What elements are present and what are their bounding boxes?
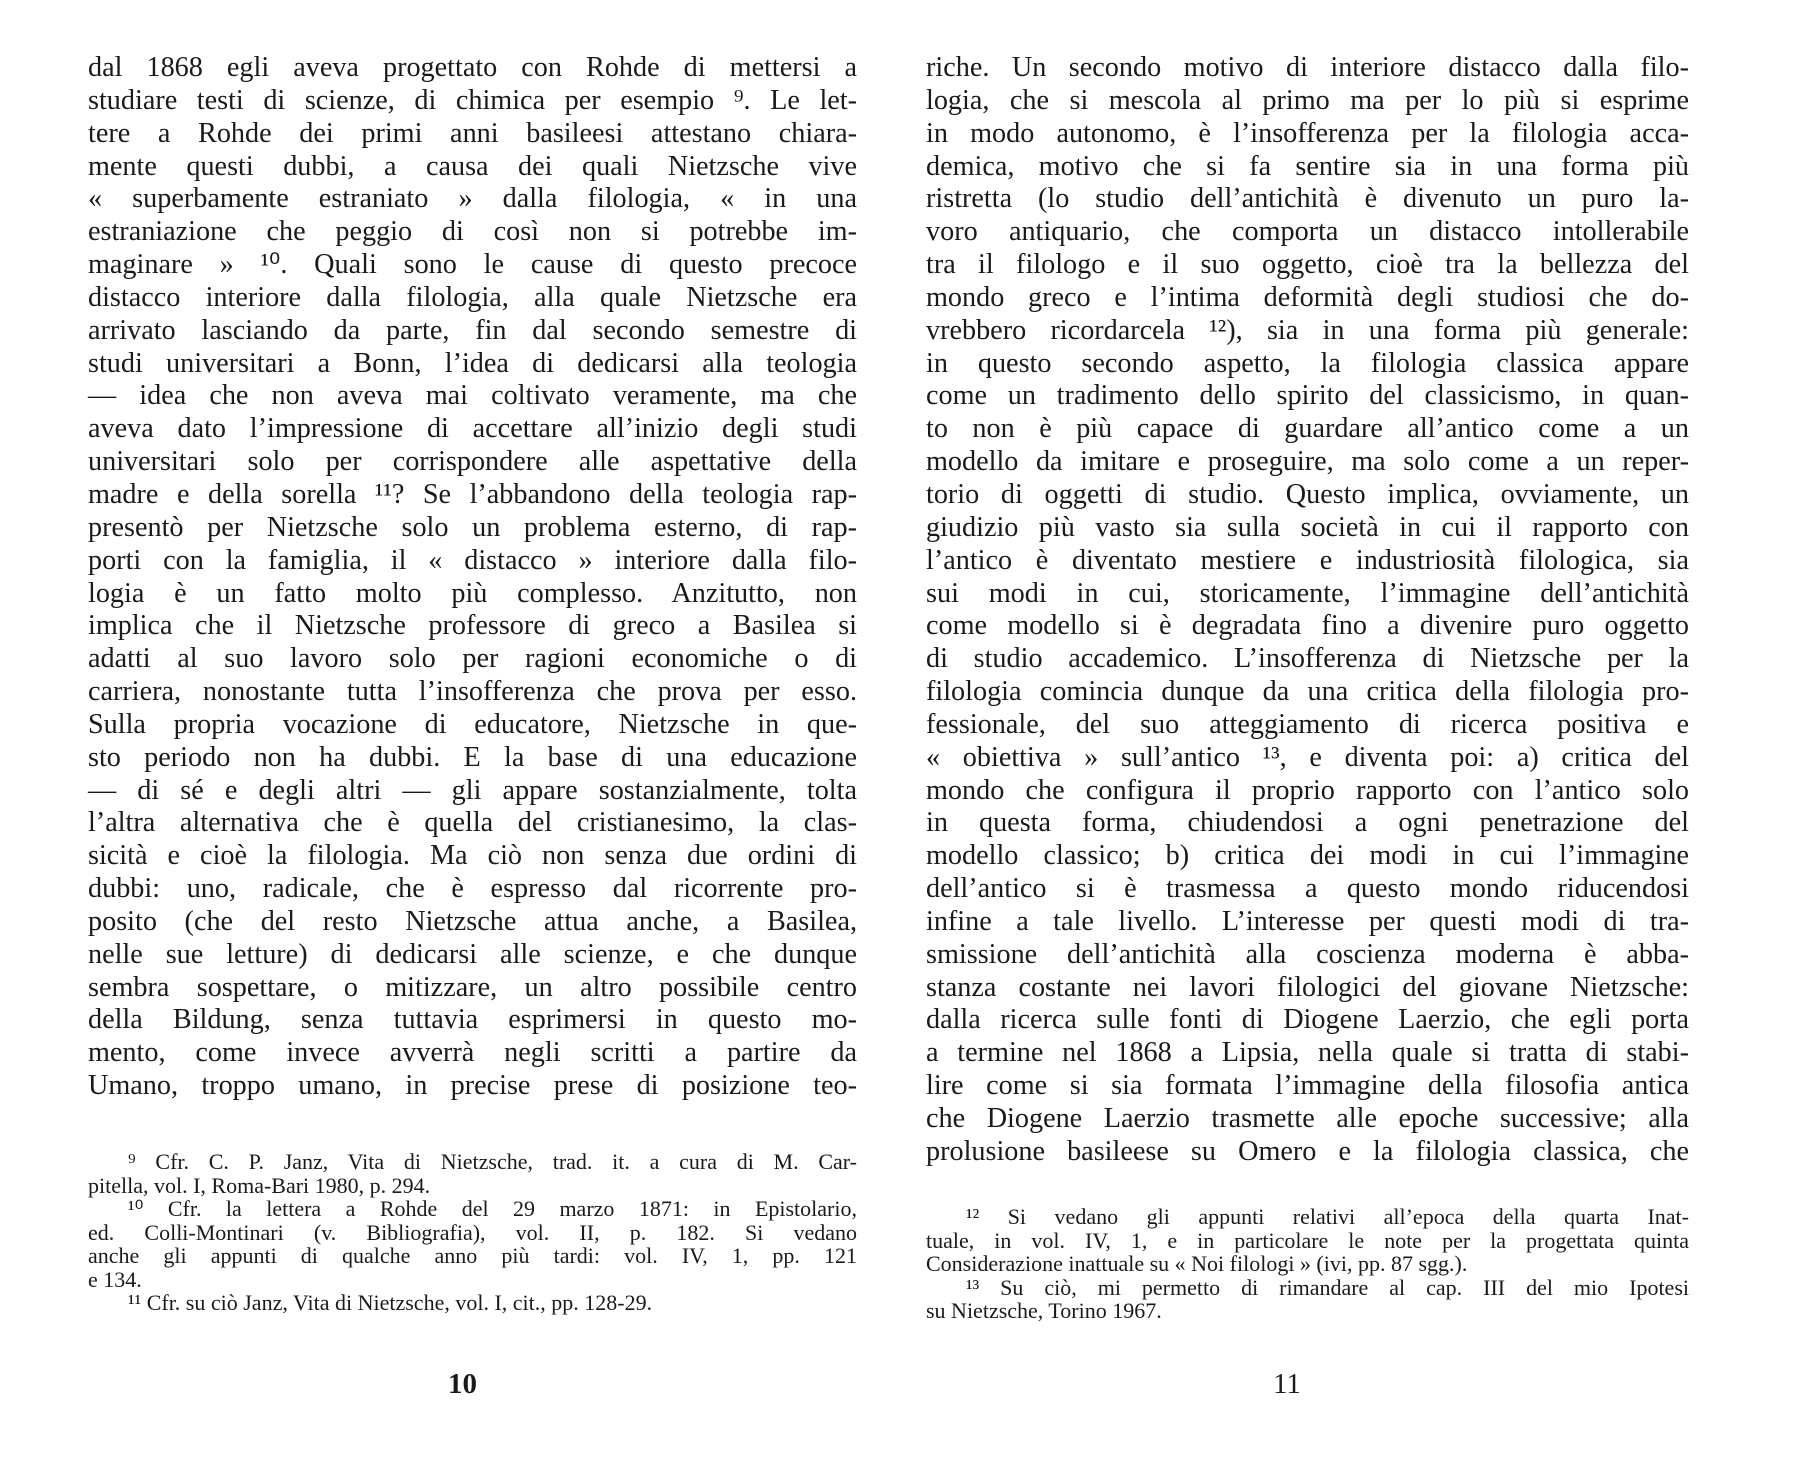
body-line: a termine nel 1868 a Lipsia, nella quale si tratta di stabi- [926, 1037, 1689, 1069]
body-line: adatti al suo lavoro solo per ragioni economiche o di [88, 643, 857, 675]
body-line: stanza costante nei lavori filologici del giovane Nietzsche: [926, 971, 1689, 1003]
body-line: dalla ricerca sulle fonti di Diogene Laerzio, che egli porta [926, 1004, 1689, 1036]
body-line: dell’antico si è trasmessa a questo mondo riducendosi [926, 873, 1689, 905]
body-line: studiare testi di scienze, di chimica per esempio ⁹. Le let- [88, 84, 857, 116]
body-line: come modello si è degradata fino a divenire puro oggetto [926, 610, 1689, 642]
body-line: nelle sue letture) di dedicarsi alle scienze, e che dunque [88, 938, 857, 970]
body-line: modello da imitare e proseguire, ma solo come a un reper- [926, 446, 1689, 478]
body-line: universitari solo per corrispondere alle aspettative della [88, 446, 857, 478]
body-line: dal 1868 egli aveva progettato con Rohde di mettersi a [88, 52, 857, 83]
footnote-line: ⁹ Cfr. C. P. Janz, Vita di Nietzsche, trad. it. a cura di M. Car- [128, 1149, 857, 1174]
body-line: posito (che del resto Nietzsche attua anche, a Basilea, [88, 905, 857, 937]
body-line: voro antiquario, che comporta un distacco intollerabile [926, 216, 1689, 248]
body-line: fessionale, del suo atteggiamento di ricerca positiva e [926, 708, 1689, 740]
footnote-line: su Nietzsche, Torino 1967. [926, 1298, 1162, 1323]
footnote-line: ¹³ Su ciò, mi permetto di rimandare al cap. III del mio Ipotesi [966, 1274, 1689, 1300]
body-line: dubbi: uno, radicale, che è espresso dal ricorrente pro- [88, 873, 857, 905]
body-line: maginare » ¹⁰. Quali sono le cause di questo precoce [88, 249, 857, 281]
body-line: logia è un fatto molto più complesso. Anzitutto, non [88, 577, 857, 609]
footnote-line: ed. Colli-Montinari (v. Bibliografia), vol. II, p. 182. Si vedano [88, 1219, 857, 1245]
body-line: mente questi dubbi, a causa dei quali Nietzsche vive [88, 150, 857, 182]
right-footnotes [926, 1205, 1689, 1323]
body-line: implica che il Nietzsche professore di greco a Basilea si [88, 610, 857, 642]
body-line: to non è più capace di guardare all’antico come a un [926, 413, 1689, 445]
footnote-line: pitella, vol. I, Roma-Bari 1980, p. 294. [88, 1172, 431, 1198]
right-body-text [926, 52, 1689, 1169]
footnote-line: ¹² Si vedano gli appunti relativi all’epoca della quarta Inat- [966, 1204, 1689, 1229]
body-line: che Diogene Laerzio trasmette alle epoche successive; alla [926, 1103, 1689, 1134]
body-line: sicità e cioè la filologia. Ma ciò non senza due ordini di [88, 840, 857, 872]
body-line: della Bildung, senza tuttavia esprimersi in questo mo- [88, 1004, 857, 1036]
body-line: lire come si sia formata l’immagine della filosofia antica [926, 1070, 1689, 1102]
body-line: modello classico; b) critica dei modi in cui l’immagine [926, 840, 1689, 872]
body-line: sui modi in cui, storicamente, l’immagine dell’antichità [926, 577, 1689, 609]
body-line: l’altra alternativa che è quella del cristianesimo, la clas- [88, 807, 857, 839]
body-line: come un tradimento dello spirito del classicismo, in quan- [926, 380, 1689, 412]
footnote-line: Considerazione inattuale su « Noi filologi » (ivi, pp. 87 sgg.). [926, 1251, 1468, 1276]
footnote-line: ¹⁰ Cfr. la lettera a Rohde del 29 marzo 1871: in Epistolario, [128, 1196, 857, 1221]
body-line: sto periodo non ha dubbi. E la base di una educazione [88, 741, 857, 773]
body-line: arrivato lasciando da parte, fin dal secondo semestre di [88, 314, 857, 346]
body-line: presentò per Nietzsche solo un problema esterno, di rap- [88, 511, 857, 543]
body-line: filologia comincia dunque da una critica della filologia pro- [926, 676, 1689, 708]
body-line: logia, che si mescola al primo ma per lo più si esprime [926, 84, 1689, 116]
body-line: demica, motivo che si fa sentire sia in una forma più [926, 150, 1689, 182]
body-line: mondo greco e l’intima deformità degli studiosi che do- [926, 281, 1689, 313]
body-line: Umano, troppo umano, in precise prese di posizione teo- [88, 1070, 857, 1102]
left-footnotes [88, 1150, 857, 1315]
body-line: in questa forma, chiudendosi a ogni penetrazione del [926, 807, 1689, 839]
left-page-number: 10 [448, 1368, 477, 1400]
body-line: estraniazione che peggio di così non si potrebbe im- [88, 216, 857, 248]
body-line: — di sé e degli altri — gli appare sostanzialmente, tolta [88, 774, 857, 806]
body-line: carriera, nonostante tutta l’insofferenza che prova per esso. [88, 676, 857, 708]
left-body-text [88, 52, 857, 1103]
body-line: aveva dato l’impressione di accettare all’inizio degli studi [88, 413, 857, 445]
body-line: mondo che configura il proprio rapporto con l’antico solo [926, 774, 1689, 806]
body-line: prolusione basileese su Omero e la filologia classica, che [926, 1135, 1689, 1167]
body-line: studi universitari a Bonn, l’idea di dedicarsi alla teologia [88, 347, 857, 379]
body-line: riche. Un secondo motivo di interiore distacco dalla filo- [926, 52, 1689, 83]
body-line: di studio accademico. L’insofferenza di Nietzsche per la [926, 643, 1689, 675]
footnote-line: ¹¹ Cfr. su ciò Janz, Vita di Nietzsche, vol. I, cit., pp. 128-29. [128, 1290, 653, 1315]
body-line: distacco interiore dalla filologia, alla quale Nietzsche era [88, 281, 857, 313]
body-line: Sulla propria vocazione di educatore, Nietzsche in que- [88, 708, 857, 740]
body-line: vrebbero ricordarcela ¹²), sia in una forma più generale: [926, 314, 1689, 346]
body-line: ristretta (lo studio dell’antichità è divenuto un puro la- [926, 183, 1689, 215]
body-line: sembra sospettare, o mitizzare, un altro possibile centro [88, 971, 857, 1003]
body-line: giudizio più vasto sia sulla società in cui il rapporto con [926, 511, 1689, 543]
right-page-number: 11 [1273, 1368, 1301, 1400]
body-line: smissione dell’antichità alla coscienza moderna è abba- [926, 938, 1689, 970]
body-line: — idea che non aveva mai coltivato veramente, ma che [88, 380, 857, 412]
body-line: infine a tale livello. L’interesse per questi modi di tra- [926, 905, 1689, 937]
body-line: tere a Rohde dei primi anni basileesi attestano chiara- [88, 117, 857, 149]
footnote-line: e 134. [88, 1266, 142, 1292]
body-line: « obiettiva » sull’antico ¹³, e diventa poi: a) critica del [926, 741, 1689, 773]
body-line: « superbamente estraniato » dalla filologia, « in una [88, 183, 857, 215]
right-page [898, 0, 1796, 1475]
body-line: mento, come invece avverrà negli scritti a partire da [88, 1037, 857, 1069]
body-line: porti con la famiglia, il « distacco » interiore dalla filo- [88, 544, 857, 576]
body-line: torio di oggetti di studio. Questo implica, ovviamente, un [926, 478, 1689, 510]
body-line: in questo secondo aspetto, la filologia classica appare [926, 347, 1689, 379]
body-line: tra il filologo e il suo oggetto, cioè tra la bellezza del [926, 249, 1689, 281]
body-line: in modo autonomo, è l’insofferenza per la filologia acca- [926, 117, 1689, 149]
footnote-line: tuale, in vol. IV, 1, e in particolare le note per la progettata quinta [926, 1227, 1689, 1253]
body-line: l’antico è diventato mestiere e industriosità filologica, sia [926, 544, 1689, 576]
body-line: madre e della sorella ¹¹? Se l’abbandono della teologia rap- [88, 478, 857, 510]
footnote-line: anche gli appunti di qualche anno più tardi: vol. IV, 1, pp. 121 [88, 1243, 857, 1268]
